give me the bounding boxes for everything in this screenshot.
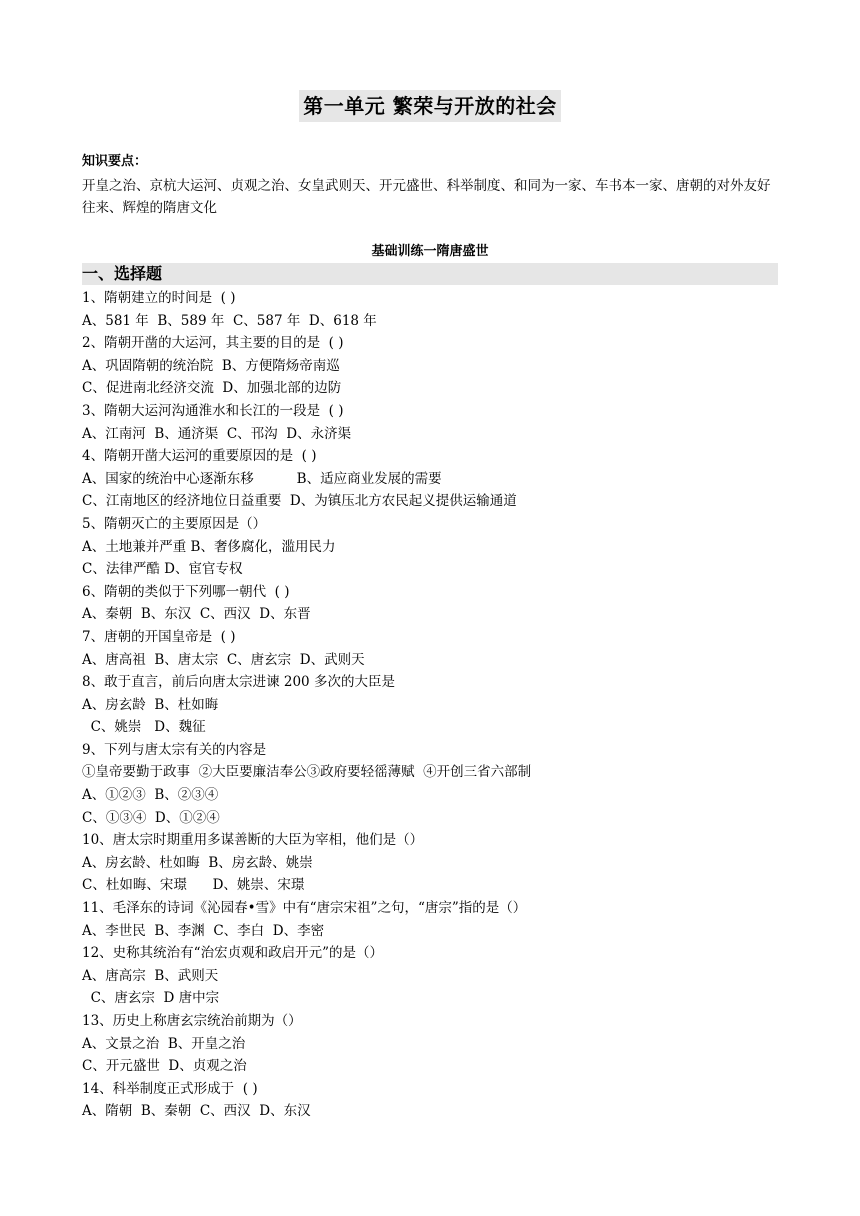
question-line: 10、唐太宗时期重用多谋善断的大臣为宰相，他们是（） — [82, 832, 424, 849]
question-line: 3、隋朝大运河沟通淮水和长江的一段是 ( ) — [82, 402, 344, 419]
question-list — [82, 287, 782, 1123]
question-line: 13、历史上称唐玄宗统治前期为（） — [82, 1013, 302, 1029]
question-line: A、581 年 B、589 年 C、587 年 D、618 年 — [82, 312, 377, 329]
question-line: A、文景之治 B、开皇之治 — [82, 1035, 246, 1052]
knowledge-text: 开皇之治、京杭大运河、贞观之治、女皇武则天、开元盛世、科举制度、和同为一家、车书本一家、唐朝的对外友好往来、辉煌的隋唐文化 — [82, 178, 771, 216]
question-line: A、国家的统治中心逐渐东移 B、适应商业发展的需要 — [82, 470, 442, 487]
question-line: ①皇帝要勤于政事 ②大臣要廉洁奉公③政府要轻徭薄赋 ④开创三省六部制 — [82, 764, 532, 781]
question-line: 2、隋朝开凿的大运河，其主要的目的是 ( ) — [82, 335, 344, 352]
page-title: 第一单元 繁荣与开放的社会 — [299, 90, 560, 122]
section-subtitle: 基础训练一隋唐盛世 — [371, 244, 489, 259]
question-line: C、江南地区的经济地位日益重要 D、为镇压北方农民起义提供运输通道 — [82, 493, 517, 510]
question-line: C、促进南北经济交流 D、加强北部的边防 — [82, 380, 342, 397]
question-line: 11、毛泽东的诗词《沁园春•雪》中有“唐宗宋祖”之句，“唐宗”指的是（） — [82, 900, 527, 917]
question-line: C、唐玄宗 D 唐中宗 — [82, 990, 220, 1007]
question-line: C、杜如晦、宋璟 D、姚崇、宋璟 — [82, 877, 305, 894]
question-line: 1、隋朝建立的时间是 ( ) — [82, 290, 236, 306]
question-line: A、江南河 B、通济渠 C、邗沟 D、永济渠 — [82, 425, 352, 442]
question-line: C、姚崇 D、魏征 — [82, 719, 206, 736]
question-line: 6、隋朝的类似于下列哪一朝代 ( ) — [82, 583, 290, 600]
question-line: 8、敢于直言，前后向唐太宗进谏 200 多次的大臣是 — [82, 674, 395, 691]
question-line: A、李世民 B、李渊 C、李白 D、李密 — [82, 922, 325, 939]
question-line: A、房玄龄、杜如晦 B、房玄龄、姚崇 — [82, 854, 313, 871]
title-container — [0, 90, 860, 122]
question-line: A、隋朝 B、秦朝 C、西汉 D、东汉 — [82, 1103, 311, 1120]
question-line: C、①③④ D、①②④ — [82, 809, 220, 826]
question-line: 14、科举制度正式形成于 ( ) — [82, 1080, 258, 1097]
question-line: A、巩固隋朝的统治院 B、方便隋炀帝南巡 — [82, 357, 340, 374]
question-line: 9、下列与唐太宗有关的内容是 — [82, 741, 267, 758]
question-line: A、土地兼并严重 B、奢侈腐化，滥用民力 — [82, 538, 336, 555]
question-line: A、房玄龄 B、杜如晦 — [82, 696, 219, 713]
question-line: A、唐高祖 B、唐太宗 C、唐玄宗 D、武则天 — [82, 651, 365, 668]
section-heading: 一、选择题 — [82, 263, 778, 285]
question-line: A、①②③ B、②③④ — [82, 787, 219, 804]
question-line: 4、隋朝开凿大运河的重要原因的是 ( ) — [82, 448, 317, 465]
question-line: C、法律严酷 D、宦官专权 — [82, 561, 243, 578]
question-line: 5、隋朝灭亡的主要原因是（） — [82, 515, 267, 532]
knowledge-heading: 知识要点： — [82, 154, 148, 169]
question-line: 7、唐朝的开国皇帝是 ( ) — [82, 628, 236, 645]
question-line: C、开元盛世 D、贞观之治 — [82, 1058, 247, 1075]
question-line: A、唐高宗 B、武则天 — [82, 967, 219, 984]
question-line: 12、史称其统治有“治宏贞观和政启开元”的是（） — [82, 945, 383, 962]
question-line: A、秦朝 B、东汉 C、西汉 D、东晋 — [82, 606, 311, 623]
